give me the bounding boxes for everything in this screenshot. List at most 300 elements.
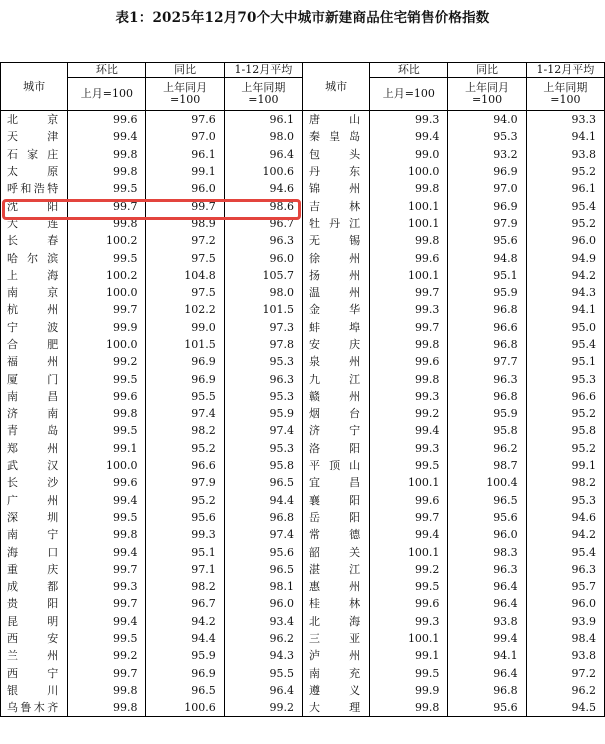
city-cell-right: 徐 州 (302, 249, 369, 266)
avg-cell-right: 94.1 (526, 301, 604, 318)
page-title: 表1：2025年12月70个大中城市新建商品住宅销售价格指数 (115, 10, 490, 26)
yoy-cell: 95.9 (146, 647, 224, 664)
city-cell-right: 丹 东 (302, 163, 369, 180)
city-cell-right: 牡丹江 (302, 215, 369, 232)
mom-cell: 100.0 (68, 284, 146, 301)
mom-cell: 99.6 (68, 111, 146, 129)
yoy-cell: 95.2 (146, 440, 224, 457)
yoy-cell: 98.2 (146, 578, 224, 595)
mom-cell-right: 99.8 (370, 699, 448, 717)
table-row (1, 526, 605, 543)
avg-cell: 96.0 (224, 249, 302, 266)
yoy-cell: 96.5 (146, 682, 224, 699)
mom-cell-right: 99.0 (370, 146, 448, 163)
city-cell-right: 宜 昌 (302, 474, 369, 491)
mom-cell: 99.5 (68, 180, 146, 197)
city-cell-right: 泸 州 (302, 647, 369, 664)
avg-cell: 98.0 (224, 284, 302, 301)
avg-cell: 98.0 (224, 128, 302, 145)
yoy-cell-right: 95.6 (448, 509, 526, 526)
yoy-cell: 98.2 (146, 422, 224, 439)
city-cell-right: 吉 林 (302, 197, 369, 214)
city-cell-right: 秦皇岛 (302, 128, 369, 145)
avg-cell-right: 98.2 (526, 474, 604, 491)
mom-cell-right: 99.3 (370, 301, 448, 318)
table-row (1, 370, 605, 387)
yoy-cell: 96.9 (146, 353, 224, 370)
table-body (1, 111, 605, 717)
city-cell: 乌鲁木齐 (1, 699, 68, 717)
yoy-cell-right: 96.9 (448, 163, 526, 180)
city-cell: 济 南 (1, 405, 68, 422)
yoy-cell-right: 93.8 (448, 613, 526, 630)
yoy-cell: 97.1 (146, 561, 224, 578)
yoy-cell: 102.2 (146, 301, 224, 318)
avg-cell: 100.6 (224, 163, 302, 180)
avg-cell-right: 94.9 (526, 249, 604, 266)
city-cell-right: 遵 义 (302, 682, 369, 699)
yoy-cell: 96.9 (146, 370, 224, 387)
avg-cell: 97.3 (224, 319, 302, 336)
avg-cell-right: 95.2 (526, 163, 604, 180)
avg-cell: 95.5 (224, 665, 302, 682)
header-mom-right: 环比 (370, 63, 448, 78)
avg-cell: 97.4 (224, 422, 302, 439)
header-mom: 环比 (68, 63, 146, 78)
avg-cell-right: 94.2 (526, 267, 604, 284)
avg-cell: 94.3 (224, 647, 302, 664)
table-row (1, 578, 605, 595)
price-index-table (0, 62, 605, 717)
city-cell: 西 安 (1, 630, 68, 647)
yoy-cell-right: 95.3 (448, 128, 526, 145)
yoy-cell: 95.1 (146, 543, 224, 560)
yoy-cell-right: 95.6 (448, 232, 526, 249)
mom-cell: 99.1 (68, 440, 146, 457)
mom-cell: 99.7 (68, 665, 146, 682)
yoy-cell: 99.0 (146, 319, 224, 336)
mom-cell-right: 99.3 (370, 440, 448, 457)
city-cell: 南 京 (1, 284, 68, 301)
header-yoy-right: 同比 (448, 63, 526, 78)
city-cell: 宁 波 (1, 319, 68, 336)
yoy-cell-right: 95.6 (448, 699, 526, 717)
table-row (1, 665, 605, 682)
header-yoy-base: 上年同月 =100 (146, 78, 224, 111)
table-row (1, 267, 605, 284)
city-cell: 兰 州 (1, 647, 68, 664)
mom-cell-right: 99.8 (370, 232, 448, 249)
header-yoy-base-right: 上年同月 =100 (448, 78, 526, 111)
mom-cell: 99.2 (68, 647, 146, 664)
table-row (1, 146, 605, 163)
table-row (1, 595, 605, 612)
avg-cell: 95.9 (224, 405, 302, 422)
mom-cell-right: 100.1 (370, 197, 448, 214)
mom-cell-right: 100.1 (370, 630, 448, 647)
table-row (1, 388, 605, 405)
header-mom-base: 上月=100 (68, 78, 146, 111)
mom-cell: 99.5 (68, 509, 146, 526)
table-row (1, 440, 605, 457)
avg-cell-right: 95.2 (526, 215, 604, 232)
yoy-cell: 101.5 (146, 336, 224, 353)
table-row (1, 353, 605, 370)
city-cell-right: 大 理 (302, 699, 369, 717)
city-cell: 广 州 (1, 492, 68, 509)
yoy-cell: 96.0 (146, 180, 224, 197)
yoy-cell-right: 96.8 (448, 336, 526, 353)
mom-cell: 99.9 (68, 319, 146, 336)
mom-cell: 99.8 (68, 405, 146, 422)
city-cell: 哈尔滨 (1, 249, 68, 266)
avg-cell-right: 95.4 (526, 543, 604, 560)
avg-cell-right: 95.4 (526, 197, 604, 214)
mom-cell-right: 99.4 (370, 128, 448, 145)
avg-cell-right: 94.2 (526, 526, 604, 543)
avg-cell: 98.1 (224, 578, 302, 595)
yoy-cell-right: 96.8 (448, 301, 526, 318)
city-cell: 西 宁 (1, 665, 68, 682)
city-cell: 成 都 (1, 578, 68, 595)
city-cell: 武 汉 (1, 457, 68, 474)
yoy-cell-right: 98.7 (448, 457, 526, 474)
yoy-cell-right: 94.1 (448, 647, 526, 664)
table-row (1, 405, 605, 422)
avg-cell: 96.3 (224, 370, 302, 387)
mom-cell: 99.8 (68, 699, 146, 717)
avg-cell: 99.2 (224, 699, 302, 717)
mom-cell: 99.8 (68, 163, 146, 180)
yoy-cell-right: 96.3 (448, 561, 526, 578)
city-cell: 北 京 (1, 111, 68, 129)
yoy-cell: 95.2 (146, 492, 224, 509)
yoy-cell: 96.9 (146, 665, 224, 682)
avg-cell-right: 95.3 (526, 370, 604, 387)
avg-cell: 96.5 (224, 474, 302, 491)
city-cell: 深 圳 (1, 509, 68, 526)
mom-cell: 99.2 (68, 353, 146, 370)
table-row (1, 509, 605, 526)
mom-cell: 99.5 (68, 249, 146, 266)
yoy-cell-right: 97.0 (448, 180, 526, 197)
mom-cell: 99.7 (68, 197, 146, 214)
yoy-cell-right: 94.0 (448, 111, 526, 129)
mom-cell-right: 99.3 (370, 111, 448, 129)
mom-cell-right: 99.7 (370, 319, 448, 336)
mom-cell: 100.2 (68, 267, 146, 284)
city-cell-right: 济 宁 (302, 422, 369, 439)
avg-cell-right: 93.8 (526, 146, 604, 163)
yoy-cell-right: 96.0 (448, 526, 526, 543)
city-cell-right: 桂 林 (302, 595, 369, 612)
mom-cell-right: 99.6 (370, 353, 448, 370)
city-cell: 昆 明 (1, 613, 68, 630)
city-cell-right: 蚌 埠 (302, 319, 369, 336)
yoy-cell-right: 95.9 (448, 284, 526, 301)
avg-cell-right: 95.4 (526, 336, 604, 353)
avg-cell-right: 93.9 (526, 613, 604, 630)
avg-cell: 97.8 (224, 336, 302, 353)
yoy-cell-right: 96.4 (448, 578, 526, 595)
mom-cell: 99.7 (68, 595, 146, 612)
yoy-cell: 98.9 (146, 215, 224, 232)
mom-cell-right: 99.5 (370, 578, 448, 595)
city-cell-right: 烟 台 (302, 405, 369, 422)
yoy-cell: 97.9 (146, 474, 224, 491)
city-cell: 石家庄 (1, 146, 68, 163)
yoy-cell: 96.6 (146, 457, 224, 474)
mom-cell: 100.2 (68, 232, 146, 249)
avg-cell: 95.3 (224, 388, 302, 405)
avg-cell: 96.7 (224, 215, 302, 232)
header-avg-base: 上年同期 =100 (224, 78, 302, 111)
yoy-cell: 100.6 (146, 699, 224, 717)
table-row (1, 197, 605, 214)
city-cell-right: 包 头 (302, 146, 369, 163)
city-cell: 合 肥 (1, 336, 68, 353)
city-cell-right: 南 充 (302, 665, 369, 682)
table-row (1, 457, 605, 474)
avg-cell-right: 95.3 (526, 492, 604, 509)
yoy-cell: 99.3 (146, 526, 224, 543)
avg-cell-right: 94.1 (526, 128, 604, 145)
yoy-cell: 96.7 (146, 595, 224, 612)
city-cell-right: 唐 山 (302, 111, 369, 129)
city-cell: 大 连 (1, 215, 68, 232)
city-cell: 福 州 (1, 353, 68, 370)
mom-cell: 99.8 (68, 215, 146, 232)
avg-cell: 93.4 (224, 613, 302, 630)
mom-cell: 99.5 (68, 630, 146, 647)
mom-cell: 99.5 (68, 370, 146, 387)
mom-cell-right: 99.1 (370, 647, 448, 664)
mom-cell-right: 99.3 (370, 388, 448, 405)
header-city: 城市 (1, 63, 68, 111)
avg-cell-right: 94.5 (526, 699, 604, 717)
yoy-cell: 97.6 (146, 111, 224, 129)
mom-cell: 99.6 (68, 474, 146, 491)
city-cell: 南 宁 (1, 526, 68, 543)
table-row (1, 474, 605, 491)
city-cell: 海 口 (1, 543, 68, 560)
yoy-cell-right: 96.6 (448, 319, 526, 336)
city-cell-right: 襄 阳 (302, 492, 369, 509)
mom-cell-right: 100.1 (370, 267, 448, 284)
table-row (1, 682, 605, 699)
mom-cell-right: 99.2 (370, 405, 448, 422)
mom-cell: 100.0 (68, 336, 146, 353)
mom-cell: 99.4 (68, 492, 146, 509)
avg-cell-right: 94.3 (526, 284, 604, 301)
yoy-cell-right: 96.9 (448, 197, 526, 214)
city-cell: 南 昌 (1, 388, 68, 405)
avg-cell-right: 95.8 (526, 422, 604, 439)
table-row (1, 630, 605, 647)
avg-cell: 94.6 (224, 180, 302, 197)
avg-cell: 96.1 (224, 111, 302, 129)
avg-cell-right: 96.3 (526, 561, 604, 578)
mom-cell-right: 99.8 (370, 180, 448, 197)
avg-cell: 94.4 (224, 492, 302, 509)
table-row (1, 561, 605, 578)
table-row (1, 301, 605, 318)
table-row (1, 647, 605, 664)
mom-cell-right: 99.2 (370, 561, 448, 578)
yoy-cell-right: 95.8 (448, 422, 526, 439)
table-row (1, 336, 605, 353)
avg-cell-right: 95.2 (526, 440, 604, 457)
yoy-cell: 95.6 (146, 509, 224, 526)
city-cell: 长 沙 (1, 474, 68, 491)
city-cell-right: 安 庆 (302, 336, 369, 353)
city-cell-right: 北 海 (302, 613, 369, 630)
city-cell: 银 川 (1, 682, 68, 699)
avg-cell: 96.4 (224, 146, 302, 163)
yoy-cell-right: 96.4 (448, 665, 526, 682)
mom-cell-right: 100.1 (370, 543, 448, 560)
yoy-cell: 99.1 (146, 163, 224, 180)
yoy-cell: 97.4 (146, 405, 224, 422)
mom-cell: 99.7 (68, 561, 146, 578)
avg-cell-right: 95.2 (526, 405, 604, 422)
mom-cell: 99.5 (68, 422, 146, 439)
city-cell: 天 津 (1, 128, 68, 145)
mom-cell-right: 100.1 (370, 215, 448, 232)
mom-cell-right: 100.0 (370, 163, 448, 180)
avg-cell-right: 93.8 (526, 647, 604, 664)
mom-cell: 99.7 (68, 301, 146, 318)
yoy-cell-right: 96.8 (448, 388, 526, 405)
header-city-right: 城市 (302, 63, 369, 111)
yoy-cell-right: 96.8 (448, 682, 526, 699)
city-cell: 青 岛 (1, 422, 68, 439)
yoy-cell-right: 93.2 (448, 146, 526, 163)
city-cell-right: 平顶山 (302, 457, 369, 474)
yoy-cell-right: 95.1 (448, 267, 526, 284)
avg-cell-right: 95.7 (526, 578, 604, 595)
avg-cell: 96.3 (224, 232, 302, 249)
yoy-cell: 94.2 (146, 613, 224, 630)
table-row (1, 215, 605, 232)
mom-cell: 99.8 (68, 526, 146, 543)
city-cell: 呼和浩特 (1, 180, 68, 197)
city-cell-right: 扬 州 (302, 267, 369, 284)
mom-cell-right: 99.3 (370, 613, 448, 630)
avg-cell: 96.5 (224, 561, 302, 578)
avg-cell: 95.3 (224, 353, 302, 370)
avg-cell-right: 99.1 (526, 457, 604, 474)
avg-cell: 96.8 (224, 509, 302, 526)
yoy-cell: 95.5 (146, 388, 224, 405)
avg-cell-right: 96.6 (526, 388, 604, 405)
yoy-cell-right: 97.7 (448, 353, 526, 370)
yoy-cell-right: 100.4 (448, 474, 526, 491)
yoy-cell: 97.5 (146, 249, 224, 266)
mom-cell-right: 99.7 (370, 284, 448, 301)
city-cell-right: 赣 州 (302, 388, 369, 405)
city-cell-right: 九 江 (302, 370, 369, 387)
mom-cell: 99.8 (68, 146, 146, 163)
yoy-cell: 96.1 (146, 146, 224, 163)
table-row (1, 111, 605, 129)
table-row (1, 613, 605, 630)
city-cell-right: 惠 州 (302, 578, 369, 595)
city-cell-right: 湛 江 (302, 561, 369, 578)
mom-cell-right: 99.5 (370, 665, 448, 682)
avg-cell-right: 96.0 (526, 232, 604, 249)
yoy-cell-right: 96.3 (448, 370, 526, 387)
city-cell-right: 洛 阳 (302, 440, 369, 457)
avg-cell-right: 97.2 (526, 665, 604, 682)
city-cell-right: 岳 阳 (302, 509, 369, 526)
avg-cell-right: 96.0 (526, 595, 604, 612)
city-cell: 上 海 (1, 267, 68, 284)
table-row (1, 319, 605, 336)
avg-cell: 96.0 (224, 595, 302, 612)
yoy-cell: 97.0 (146, 128, 224, 145)
table-row (1, 543, 605, 560)
table-row (1, 163, 605, 180)
city-cell: 太 原 (1, 163, 68, 180)
city-cell-right: 三 亚 (302, 630, 369, 647)
city-cell: 贵 阳 (1, 595, 68, 612)
table-row (1, 128, 605, 145)
avg-cell: 96.4 (224, 682, 302, 699)
city-cell: 郑 州 (1, 440, 68, 457)
city-cell: 长 春 (1, 232, 68, 249)
mom-cell-right: 99.6 (370, 492, 448, 509)
mom-cell-right: 99.8 (370, 336, 448, 353)
city-cell-right: 常 德 (302, 526, 369, 543)
mom-cell: 99.4 (68, 613, 146, 630)
avg-cell: 98.6 (224, 197, 302, 214)
yoy-cell-right: 96.2 (448, 440, 526, 457)
avg-cell-right: 96.1 (526, 180, 604, 197)
table-row (1, 180, 605, 197)
header-yoy: 同比 (146, 63, 224, 78)
city-cell-right: 锦 州 (302, 180, 369, 197)
city-cell-right: 温 州 (302, 284, 369, 301)
header-mom-base-right: 上月=100 (370, 78, 448, 111)
mom-cell: 99.8 (68, 682, 146, 699)
city-cell-right: 金 华 (302, 301, 369, 318)
table-row (1, 492, 605, 509)
yoy-cell-right: 96.4 (448, 595, 526, 612)
city-cell: 沈 阳 (1, 197, 68, 214)
city-cell-right: 韶 关 (302, 543, 369, 560)
mom-cell: 99.3 (68, 578, 146, 595)
table-row (1, 699, 605, 717)
mom-cell: 99.6 (68, 388, 146, 405)
city-cell: 厦 门 (1, 370, 68, 387)
avg-cell: 95.8 (224, 457, 302, 474)
yoy-cell: 97.2 (146, 232, 224, 249)
header-avg-base-right: 上年同期 =100 (526, 78, 604, 111)
mom-cell-right: 99.4 (370, 526, 448, 543)
mom-cell-right: 99.5 (370, 457, 448, 474)
avg-cell: 95.3 (224, 440, 302, 457)
table-row (1, 232, 605, 249)
avg-cell: 101.5 (224, 301, 302, 318)
yoy-cell-right: 94.8 (448, 249, 526, 266)
mom-cell: 99.4 (68, 543, 146, 560)
yoy-cell: 94.4 (146, 630, 224, 647)
yoy-cell: 104.8 (146, 267, 224, 284)
header-avg-right: 1-12月平均 (526, 63, 604, 78)
city-cell-right: 泉 州 (302, 353, 369, 370)
avg-cell: 95.6 (224, 543, 302, 560)
